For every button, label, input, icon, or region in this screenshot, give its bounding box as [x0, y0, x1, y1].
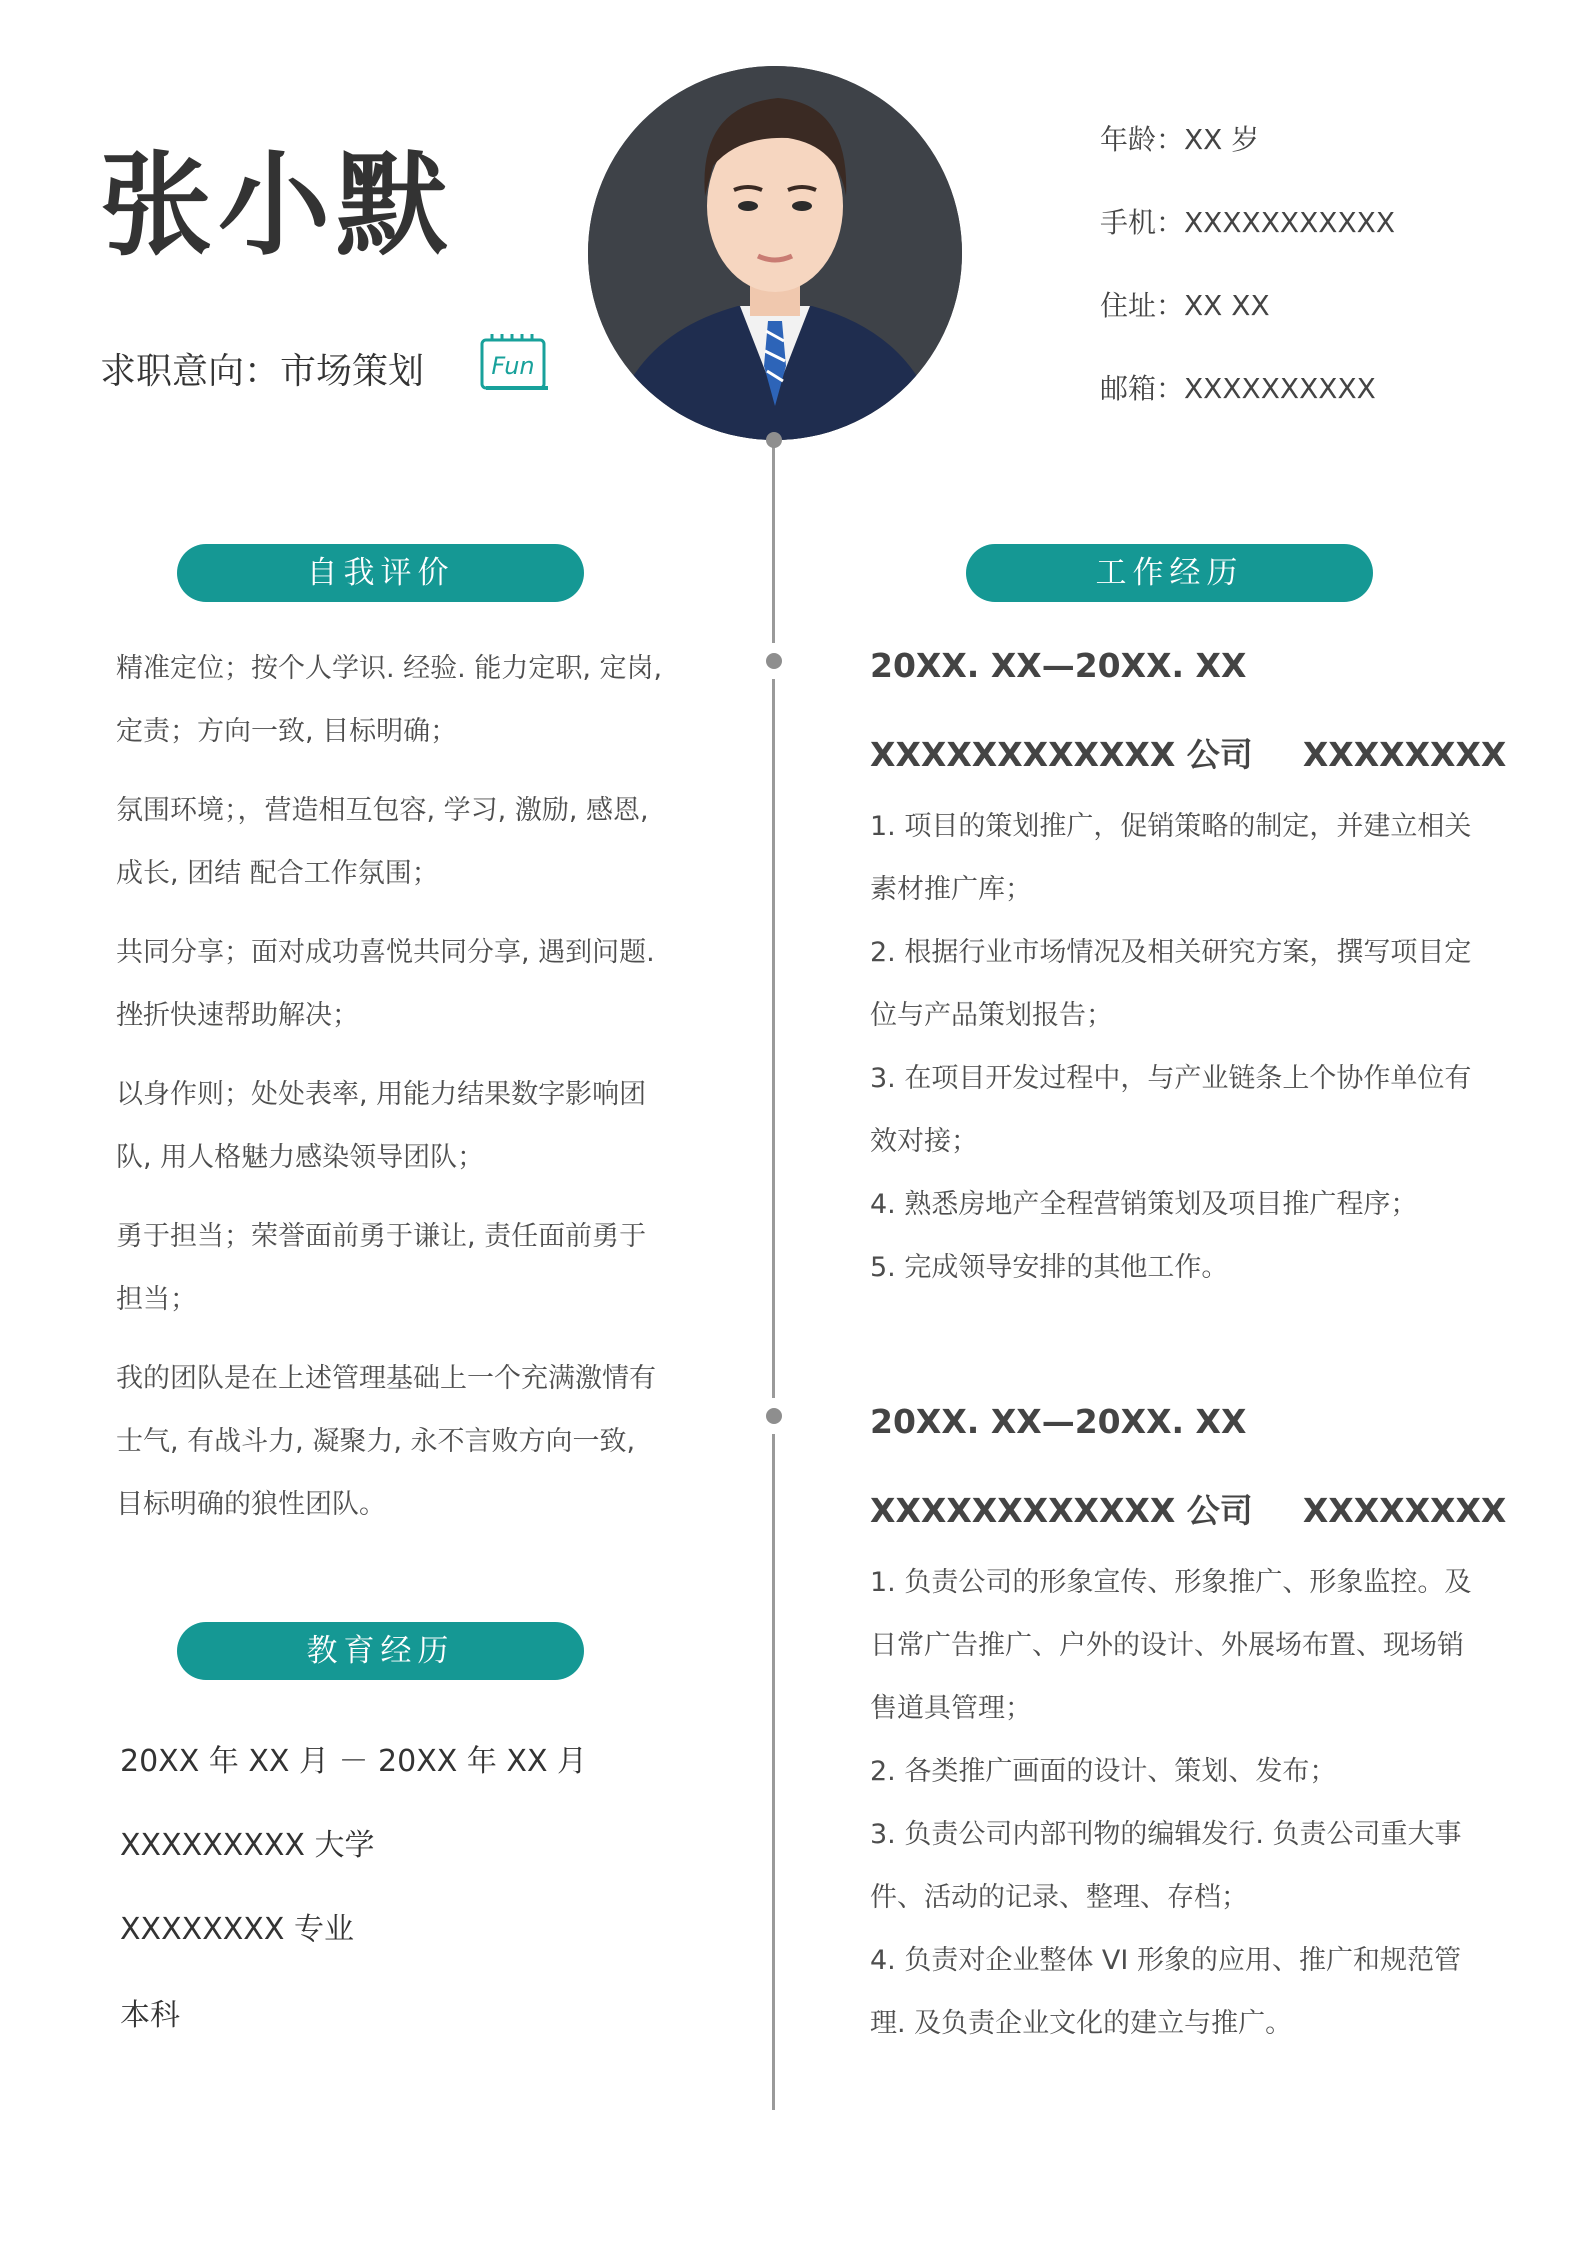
info-address: 住址：XX XX [1100, 289, 1270, 322]
education-degree: 本科 [120, 1998, 180, 2033]
job-period: 20XX. XX—20XX. XX [870, 1402, 1247, 1441]
job-duty-item: 4. 负责对企业整体 VI 形象的应用、推广和规范管理. 及负责企业文化的建立与推广。 [870, 1945, 1461, 2039]
info-phone: 手机：XXXXXXXXXXX [1100, 206, 1395, 239]
timeline-line [772, 440, 775, 2110]
self-eval-text [116, 637, 666, 1552]
avatar [588, 66, 962, 440]
job-duty-item: 5. 完成领导安排的其他工作。 [870, 1252, 1229, 1283]
timeline-dot [766, 432, 782, 448]
timeline-dot [766, 653, 782, 669]
job-period: 20XX. XX—20XX. XX [870, 646, 1247, 685]
fun-logo-icon [478, 330, 550, 392]
job-duties [870, 1551, 1490, 2055]
job-intent [100, 343, 424, 394]
svg-text:Fun: Fun [491, 352, 535, 380]
section-title-self-eval: 自我评价 [177, 544, 584, 602]
job-duty-item: 3. 在项目开发过程中，与产业链条上个协作单位有效对接； [870, 1063, 1472, 1157]
timeline-dot [766, 1408, 782, 1424]
self-eval-paragraph: 勇于担当；荣誉面前勇于谦让, 责任面前勇于担当； [116, 1221, 647, 1315]
job-duty-item: 4. 熟悉房地产全程营销策划及项目推广程序； [870, 1189, 1418, 1220]
job-duties [870, 795, 1490, 1299]
candidate-name: 张小默 [100, 141, 454, 271]
job-duty-item: 1. 项目的策划推广，促销策略的制定，并建立相关素材推广库； [870, 811, 1472, 905]
job-duty-item: 2. 各类推广画面的设计、策划、发布； [870, 1756, 1337, 1787]
job-company: XXXXXXXXXXXX 公司 [870, 1491, 1253, 1530]
job-company: XXXXXXXXXXXX 公司 [870, 735, 1253, 774]
self-eval-paragraph: 氛围环境；，营造相互包容, 学习, 激励, 感恩, 成长, 团结 配合工作氛围； [116, 795, 649, 889]
job-position: XXXXXXXX [1302, 1491, 1507, 1530]
section-title-work: 工作经历 [966, 544, 1373, 602]
self-eval-paragraph: 精准定位；按个人学识. 经验. 能力定职, 定岗, 定责；方向一致, 目标明确； [116, 653, 663, 747]
info-age: 年龄：XX 岁 [1100, 123, 1260, 156]
self-eval-paragraph: 我的团队是在上述管理基础上一个充满激情有士气, 有战斗力, 凝聚力, 永不言败方向一致, 目标明确的狼性团队。 [116, 1363, 656, 1520]
education-major: XXXXXXXX 专业 [120, 1912, 354, 1947]
job-intent-value: 市场策划 [280, 351, 425, 392]
job-duty-item: 1. 负责公司的形象宣传、形象推广、形象监控。及日常广告推广、户外的设计、外展场布置、现场销售道具管理； [870, 1567, 1472, 1724]
job-company-line [870, 729, 1506, 776]
education-period: 20XX 年 XX 月 － 20XX 年 XX 月 [120, 1744, 588, 1779]
info-email: 邮箱：XXXXXXXXXX [1100, 372, 1376, 405]
self-eval-paragraph: 以身作则；处处表率, 用能力结果数字影响团队, 用人格魅力感染领导团队； [116, 1079, 647, 1173]
self-eval-paragraph: 共同分享；面对成功喜悦共同分享, 遇到问题. 挫折快速帮助解决； [116, 937, 655, 1031]
job-duty-item: 2. 根据行业市场情况及相关研究方案，撰写项目定位与产品策划报告； [870, 937, 1472, 1031]
job-company-line [870, 1485, 1506, 1532]
job-position: XXXXXXXX [1302, 735, 1507, 774]
job-duty-item: 3. 负责公司内部刊物的编辑发行. 负责公司重大事件、活动的记录、整理、存档； [870, 1819, 1462, 1913]
section-title-education: 教育经历 [177, 1622, 584, 1680]
job-intent-label: 求职意向： [100, 351, 281, 392]
education-school: XXXXXXXXX 大学 [120, 1828, 375, 1863]
